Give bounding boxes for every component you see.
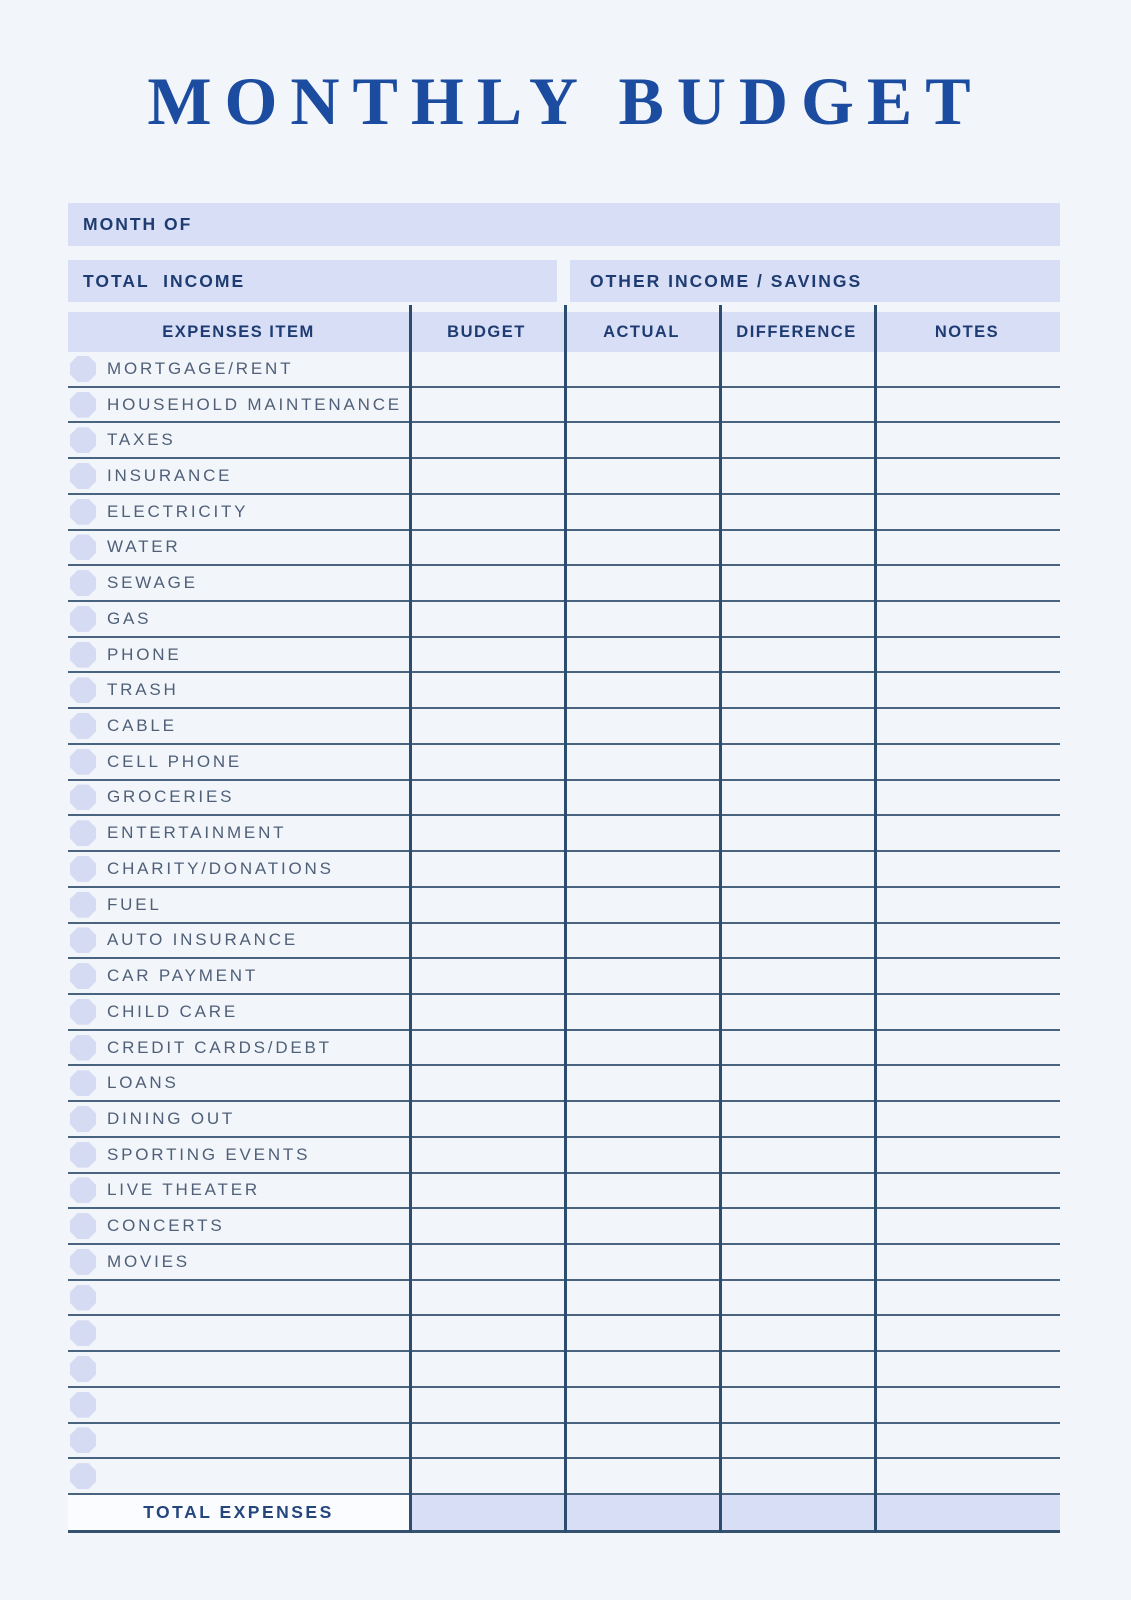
budget-cell bbox=[409, 1066, 564, 1100]
header-difference: DIFFERENCE bbox=[736, 322, 857, 341]
notes-cell bbox=[874, 673, 1060, 707]
expense-item-cell bbox=[68, 816, 409, 850]
difference-cell bbox=[719, 423, 874, 457]
difference-cell bbox=[719, 1459, 874, 1493]
notes-cell bbox=[874, 1424, 1060, 1458]
difference-cell bbox=[719, 709, 874, 743]
budget-cell bbox=[409, 1138, 564, 1172]
budget-cell bbox=[409, 1424, 564, 1458]
notes-cell bbox=[874, 459, 1060, 493]
difference-cell bbox=[719, 959, 874, 993]
octagon-bullet-icon bbox=[70, 356, 96, 382]
actual-cell bbox=[564, 1209, 719, 1243]
actual-cell bbox=[564, 459, 719, 493]
budget-cell bbox=[409, 388, 564, 422]
page-title: MONTHLY BUDGET bbox=[147, 63, 984, 139]
notes-cell bbox=[874, 745, 1060, 779]
notes-cell bbox=[874, 924, 1060, 958]
notes-cell bbox=[874, 959, 1060, 993]
actual-cell bbox=[564, 638, 719, 672]
total-income-field bbox=[68, 260, 557, 302]
octagon-bullet-icon bbox=[70, 1177, 96, 1203]
expense-item-cell bbox=[68, 1245, 409, 1279]
octagon-bullet-icon bbox=[70, 1463, 96, 1489]
total-budget-cell bbox=[409, 1495, 564, 1530]
difference-cell bbox=[719, 531, 874, 565]
expense-item-label: LIVE THEATER bbox=[107, 1180, 260, 1200]
octagon-bullet-icon bbox=[70, 820, 96, 846]
expense-item-cell bbox=[68, 1281, 409, 1315]
expense-item-label: HOUSEHOLD MAINTENANCE bbox=[107, 394, 402, 414]
notes-cell bbox=[874, 816, 1060, 850]
expense-item-label: MOVIES bbox=[107, 1251, 190, 1271]
difference-cell bbox=[719, 1352, 874, 1386]
difference-cell bbox=[719, 352, 874, 386]
total-difference-cell bbox=[719, 1495, 874, 1530]
difference-cell bbox=[719, 1424, 874, 1458]
octagon-bullet-icon bbox=[70, 1070, 96, 1096]
expense-item-cell bbox=[68, 1138, 409, 1172]
expense-item-cell bbox=[68, 852, 409, 886]
budget-cell bbox=[409, 959, 564, 993]
difference-cell bbox=[719, 1102, 874, 1136]
expense-item-cell bbox=[68, 1459, 409, 1493]
budget-cell bbox=[409, 459, 564, 493]
budget-cell bbox=[409, 673, 564, 707]
notes-cell bbox=[874, 781, 1060, 815]
notes-cell bbox=[874, 1174, 1060, 1208]
notes-cell bbox=[874, 1102, 1060, 1136]
budget-cell bbox=[409, 709, 564, 743]
octagon-bullet-icon bbox=[70, 1392, 96, 1418]
budget-cell bbox=[409, 888, 564, 922]
expense-item-label: CONCERTS bbox=[107, 1216, 225, 1236]
expense-item-cell bbox=[68, 531, 409, 565]
actual-cell bbox=[564, 709, 719, 743]
octagon-bullet-icon bbox=[70, 427, 96, 453]
notes-cell bbox=[874, 1245, 1060, 1279]
budget-cell bbox=[409, 816, 564, 850]
expense-item-label: CABLE bbox=[107, 716, 177, 736]
expense-item-cell bbox=[68, 388, 409, 422]
expense-item-label: FUEL bbox=[107, 894, 162, 914]
expense-item-label: LOANS bbox=[107, 1073, 179, 1093]
difference-cell bbox=[719, 495, 874, 529]
expense-item-label: GROCERIES bbox=[107, 787, 235, 807]
octagon-bullet-icon bbox=[70, 463, 96, 489]
actual-cell bbox=[564, 1245, 719, 1279]
octagon-bullet-icon bbox=[70, 892, 96, 918]
column-divider-budget bbox=[409, 305, 412, 1533]
column-divider-notes bbox=[874, 305, 877, 1533]
expense-item-cell bbox=[68, 638, 409, 672]
notes-cell bbox=[874, 888, 1060, 922]
octagon-bullet-icon bbox=[70, 856, 96, 882]
budget-cell bbox=[409, 852, 564, 886]
notes-cell bbox=[874, 1138, 1060, 1172]
actual-cell bbox=[564, 1102, 719, 1136]
budget-cell bbox=[409, 566, 564, 600]
actual-cell bbox=[564, 1066, 719, 1100]
actual-cell bbox=[564, 816, 719, 850]
expense-item-label: CREDIT CARDS/DEBT bbox=[107, 1037, 332, 1057]
expense-item-label: TRASH bbox=[107, 680, 179, 700]
expense-item-cell bbox=[68, 1316, 409, 1350]
octagon-bullet-icon bbox=[70, 1285, 96, 1311]
actual-cell bbox=[564, 852, 719, 886]
notes-cell bbox=[874, 1352, 1060, 1386]
budget-cell bbox=[409, 1031, 564, 1065]
expense-item-label: AUTO INSURANCE bbox=[107, 930, 298, 950]
difference-cell bbox=[719, 388, 874, 422]
actual-cell bbox=[564, 1352, 719, 1386]
difference-cell bbox=[719, 1066, 874, 1100]
notes-cell bbox=[874, 1316, 1060, 1350]
actual-cell bbox=[564, 995, 719, 1029]
octagon-bullet-icon bbox=[70, 713, 96, 739]
difference-cell bbox=[719, 852, 874, 886]
octagon-bullet-icon bbox=[70, 749, 96, 775]
octagon-bullet-icon bbox=[70, 570, 96, 596]
expense-item-cell bbox=[68, 1352, 409, 1386]
expense-item-cell bbox=[68, 1031, 409, 1065]
header-expenses-item: EXPENSES ITEM bbox=[162, 322, 315, 341]
actual-cell bbox=[564, 959, 719, 993]
octagon-bullet-icon bbox=[70, 963, 96, 989]
other-income-savings-field bbox=[570, 260, 1060, 302]
difference-cell bbox=[719, 1316, 874, 1350]
actual-cell bbox=[564, 531, 719, 565]
expense-item-cell bbox=[68, 959, 409, 993]
expense-item-label: INSURANCE bbox=[107, 466, 233, 486]
octagon-bullet-icon bbox=[70, 642, 96, 668]
octagon-bullet-icon bbox=[70, 1035, 96, 1061]
notes-cell bbox=[874, 602, 1060, 636]
expense-item-cell bbox=[68, 924, 409, 958]
expense-item-cell bbox=[68, 709, 409, 743]
expense-item-label: MORTGAGE/RENT bbox=[107, 358, 294, 378]
actual-cell bbox=[564, 352, 719, 386]
notes-cell bbox=[874, 566, 1060, 600]
difference-cell bbox=[719, 566, 874, 600]
expense-item-cell bbox=[68, 1424, 409, 1458]
difference-cell bbox=[719, 781, 874, 815]
expense-item-label: ELECTRICITY bbox=[107, 501, 249, 521]
actual-cell bbox=[564, 1388, 719, 1422]
month-of-label: MONTH OF bbox=[83, 214, 193, 234]
octagon-bullet-icon bbox=[70, 1427, 96, 1453]
actual-cell bbox=[564, 888, 719, 922]
expense-item-cell bbox=[68, 781, 409, 815]
actual-cell bbox=[564, 1316, 719, 1350]
budget-cell bbox=[409, 352, 564, 386]
budget-cell bbox=[409, 1316, 564, 1350]
expense-item-label: PHONE bbox=[107, 644, 182, 664]
notes-cell bbox=[874, 1459, 1060, 1493]
budget-cell bbox=[409, 781, 564, 815]
expense-item-cell bbox=[68, 423, 409, 457]
expense-item-label: TAXES bbox=[107, 430, 176, 450]
actual-cell bbox=[564, 745, 719, 779]
difference-cell bbox=[719, 638, 874, 672]
difference-cell bbox=[719, 745, 874, 779]
notes-cell bbox=[874, 638, 1060, 672]
octagon-bullet-icon bbox=[70, 392, 96, 418]
total-actual-cell bbox=[564, 1495, 719, 1530]
budget-cell bbox=[409, 745, 564, 779]
octagon-bullet-icon bbox=[70, 927, 96, 953]
actual-cell bbox=[564, 1424, 719, 1458]
difference-cell bbox=[719, 924, 874, 958]
expense-item-cell bbox=[68, 1102, 409, 1136]
notes-cell bbox=[874, 1031, 1060, 1065]
actual-cell bbox=[564, 673, 719, 707]
column-divider-difference bbox=[719, 305, 722, 1533]
column-divider-actual bbox=[564, 305, 567, 1533]
header-actual: ACTUAL bbox=[603, 322, 680, 341]
month-of-field bbox=[68, 203, 1060, 246]
budget-cell bbox=[409, 1102, 564, 1136]
difference-cell bbox=[719, 1281, 874, 1315]
actual-cell bbox=[564, 1138, 719, 1172]
difference-cell bbox=[719, 1245, 874, 1279]
budget-cell bbox=[409, 1281, 564, 1315]
actual-cell bbox=[564, 423, 719, 457]
actual-cell bbox=[564, 1174, 719, 1208]
octagon-bullet-icon bbox=[70, 1249, 96, 1275]
budget-cell bbox=[409, 1209, 564, 1243]
expense-item-cell bbox=[68, 1388, 409, 1422]
octagon-bullet-icon bbox=[70, 1106, 96, 1132]
expense-item-cell bbox=[68, 1066, 409, 1100]
total-income-label: TOTAL INCOME bbox=[83, 270, 246, 291]
octagon-bullet-icon bbox=[70, 499, 96, 525]
notes-cell bbox=[874, 852, 1060, 886]
expense-item-cell bbox=[68, 995, 409, 1029]
total-expenses-label: TOTAL EXPENSES bbox=[68, 1495, 409, 1530]
actual-cell bbox=[564, 924, 719, 958]
octagon-bullet-icon bbox=[70, 677, 96, 703]
actual-cell bbox=[564, 388, 719, 422]
notes-cell bbox=[874, 495, 1060, 529]
expense-item-label: CHILD CARE bbox=[107, 1001, 238, 1021]
difference-cell bbox=[719, 673, 874, 707]
notes-cell bbox=[874, 1281, 1060, 1315]
budget-cell bbox=[409, 1174, 564, 1208]
difference-cell bbox=[719, 1138, 874, 1172]
total-notes-cell bbox=[874, 1495, 1060, 1530]
budget-cell bbox=[409, 495, 564, 529]
expense-item-cell bbox=[68, 1174, 409, 1208]
difference-cell bbox=[719, 1209, 874, 1243]
difference-cell bbox=[719, 1388, 874, 1422]
expense-item-label: ENTERTAINMENT bbox=[107, 823, 287, 843]
actual-cell bbox=[564, 602, 719, 636]
expense-item-cell bbox=[68, 495, 409, 529]
actual-cell bbox=[564, 1031, 719, 1065]
budget-cell bbox=[409, 924, 564, 958]
octagon-bullet-icon bbox=[70, 1213, 96, 1239]
budget-cell bbox=[409, 423, 564, 457]
other-income-savings-label: OTHER INCOME / SAVINGS bbox=[590, 270, 863, 291]
notes-cell bbox=[874, 1388, 1060, 1422]
difference-cell bbox=[719, 459, 874, 493]
actual-cell bbox=[564, 1281, 719, 1315]
budget-cell bbox=[409, 531, 564, 565]
difference-cell bbox=[719, 602, 874, 636]
expense-item-label: CHARITY/DONATIONS bbox=[107, 858, 334, 878]
expense-item-cell bbox=[68, 1209, 409, 1243]
expense-item-label: SPORTING EVENTS bbox=[107, 1144, 311, 1164]
notes-cell bbox=[874, 531, 1060, 565]
difference-cell bbox=[719, 888, 874, 922]
expense-item-cell bbox=[68, 566, 409, 600]
octagon-bullet-icon bbox=[70, 1142, 96, 1168]
expense-item-cell bbox=[68, 673, 409, 707]
actual-cell bbox=[564, 495, 719, 529]
difference-cell bbox=[719, 1031, 874, 1065]
octagon-bullet-icon bbox=[70, 784, 96, 810]
header-notes: NOTES bbox=[934, 322, 1000, 341]
notes-cell bbox=[874, 423, 1060, 457]
octagon-bullet-icon bbox=[70, 1356, 96, 1382]
octagon-bullet-icon bbox=[70, 606, 96, 632]
expense-item-label: WATER bbox=[107, 537, 181, 557]
expense-item-cell bbox=[68, 745, 409, 779]
budget-cell bbox=[409, 1459, 564, 1493]
expense-item-cell bbox=[68, 602, 409, 636]
budget-cell bbox=[409, 602, 564, 636]
difference-cell bbox=[719, 1174, 874, 1208]
difference-cell bbox=[719, 816, 874, 850]
expense-item-label: DINING OUT bbox=[107, 1108, 236, 1128]
budget-cell bbox=[409, 1352, 564, 1386]
notes-cell bbox=[874, 709, 1060, 743]
actual-cell bbox=[564, 781, 719, 815]
expense-item-label: CELL PHONE bbox=[107, 751, 243, 771]
notes-cell bbox=[874, 1209, 1060, 1243]
header-budget: BUDGET bbox=[447, 322, 526, 341]
expense-item-cell bbox=[68, 459, 409, 493]
notes-cell bbox=[874, 1066, 1060, 1100]
budget-cell bbox=[409, 1245, 564, 1279]
octagon-bullet-icon bbox=[70, 999, 96, 1025]
notes-cell bbox=[874, 995, 1060, 1029]
budget-cell bbox=[409, 995, 564, 1029]
budget-cell bbox=[409, 1388, 564, 1422]
expense-item-cell bbox=[68, 888, 409, 922]
notes-cell bbox=[874, 352, 1060, 386]
expense-item-cell bbox=[68, 352, 409, 386]
octagon-bullet-icon bbox=[70, 534, 96, 560]
expense-item-label: SEWAGE bbox=[107, 573, 198, 593]
octagon-bullet-icon bbox=[70, 1320, 96, 1346]
expense-item-label: GAS bbox=[107, 608, 152, 628]
budget-cell bbox=[409, 638, 564, 672]
actual-cell bbox=[564, 566, 719, 600]
difference-cell bbox=[719, 995, 874, 1029]
actual-cell bbox=[564, 1459, 719, 1493]
notes-cell bbox=[874, 388, 1060, 422]
expense-item-label: CAR PAYMENT bbox=[107, 966, 259, 986]
